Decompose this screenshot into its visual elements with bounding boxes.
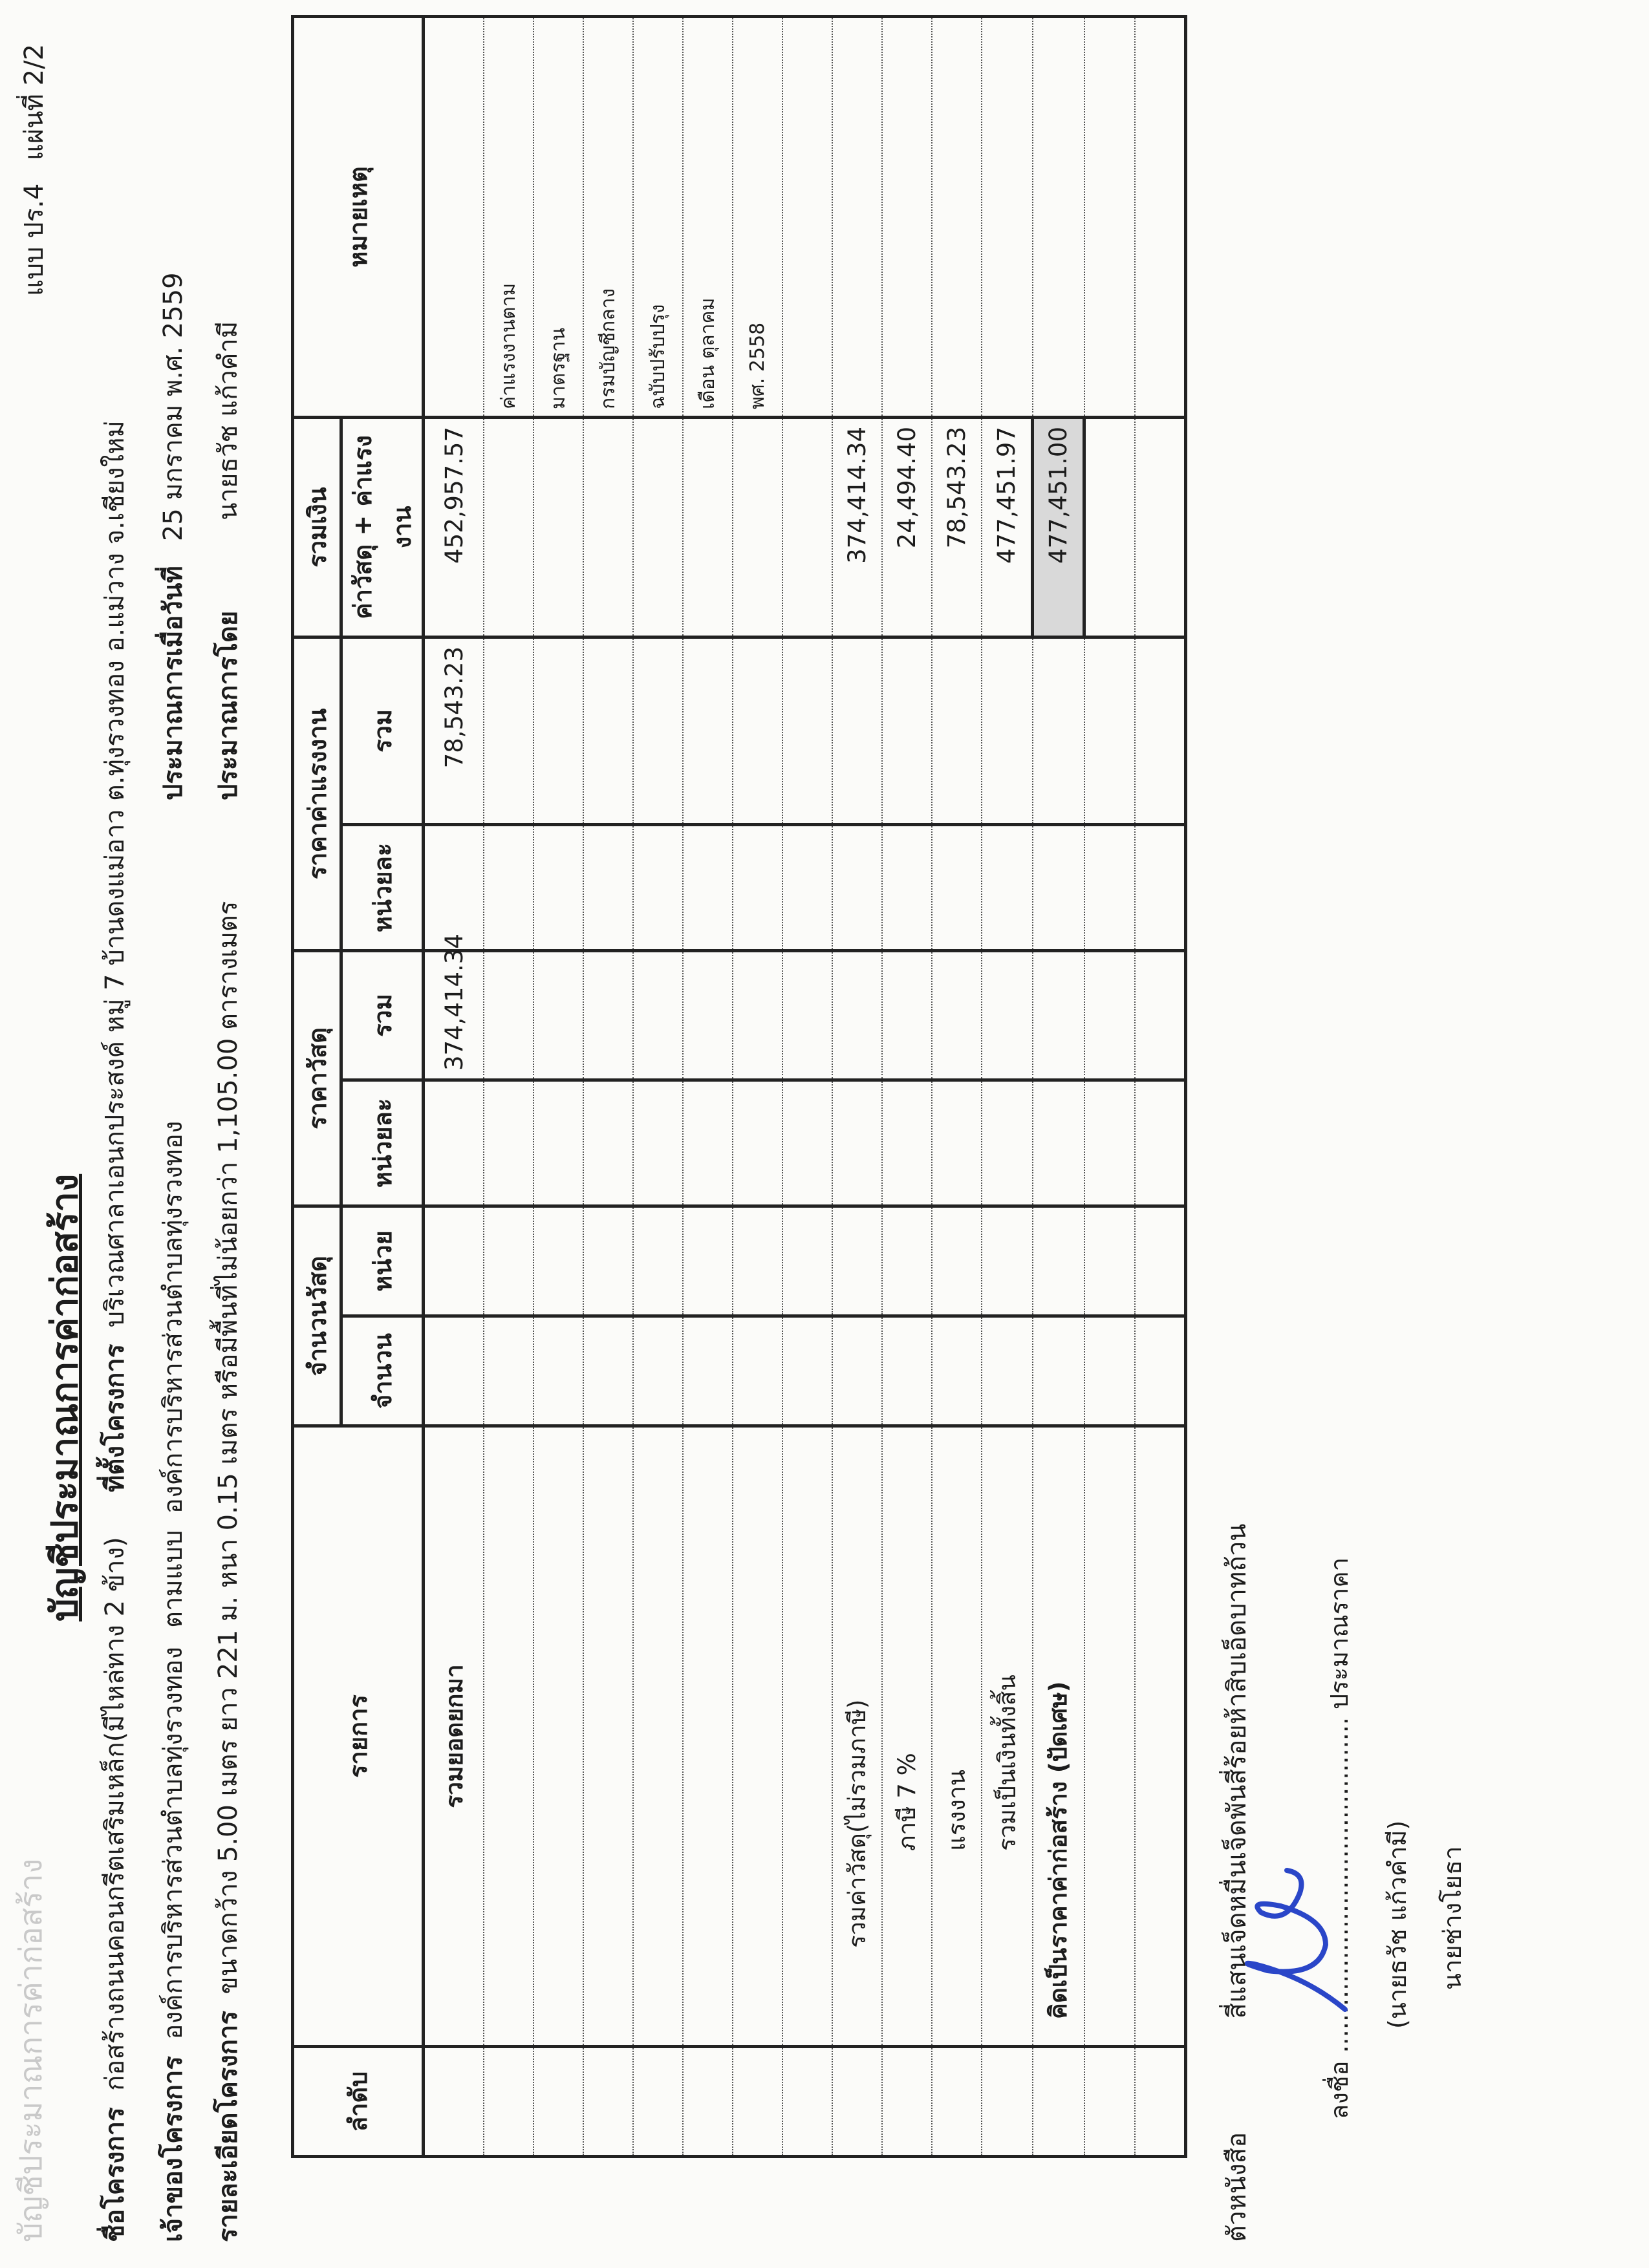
summary-row bbox=[882, 16, 932, 2156]
remark-line: มาตรฐาน bbox=[534, 16, 583, 417]
sign-label: ลงชื่อ bbox=[1325, 2060, 1353, 2119]
amount-words-label: ตัวหนังสือ bbox=[1222, 2132, 1252, 2242]
project-location-label: ที่ตั้งโครงการ bbox=[100, 1343, 130, 1492]
estimate-date-row bbox=[152, 272, 193, 800]
summary-row bbox=[932, 16, 982, 2156]
header-qty-group: จำนวนวัสดุ bbox=[293, 1206, 341, 1426]
summary-row bbox=[832, 16, 882, 2156]
header-sum-sub: ค่าวัสดุ + ค่าแรงงาน bbox=[341, 417, 424, 637]
project-location-value: บริเวณศาลาเอนกประสงค์ หมู่ 7 บ้านดงแม่อาว ต.ทุ่งรวงทอง อ.แม่วาง จ.เชียงใหม่ bbox=[100, 420, 130, 1328]
table-row bbox=[683, 16, 733, 2156]
project-name-value: ก่อสร้างถนนคอนกรีตเสริมเหล็ก(มีไหล่ทาง 2 ข้าง) bbox=[100, 1537, 130, 2091]
table-row bbox=[633, 16, 683, 2156]
header-remark: หมายเหตุ bbox=[293, 16, 424, 417]
sign-dots: ........................................... bbox=[1325, 1717, 1353, 2053]
estimator-value: นายธวัช แก้วคำมี bbox=[213, 321, 243, 520]
carry-forward-label: รวมยอดยกมา bbox=[424, 1426, 484, 2047]
design-row bbox=[152, 1121, 193, 1628]
project-location-row bbox=[94, 420, 135, 1492]
table-row bbox=[484, 16, 534, 2156]
cost-table bbox=[291, 15, 1187, 2158]
summary-label: รวมค่าวัสดุ(ไม่รวมภาษี) bbox=[832, 1426, 882, 2047]
form-code: แบบ ปร.4 bbox=[19, 183, 49, 296]
carry-labor-total: 78,543.23 bbox=[424, 637, 484, 824]
project-owner-label: เจ้าของโครงการ bbox=[158, 2056, 188, 2242]
table-row bbox=[583, 16, 633, 2156]
remark-line: พศ. 2558 bbox=[733, 16, 782, 417]
header-material-total: รวม bbox=[341, 950, 424, 1080]
header-labor-unit-price: หน่วยละ bbox=[341, 824, 424, 950]
remark-line: เดือน ตุลาคม bbox=[683, 16, 733, 417]
project-name-row bbox=[94, 1537, 135, 2242]
estimate-date-value: 25 มกราคม พ.ศ. 2559 bbox=[158, 272, 188, 542]
project-owner-value: องค์การบริหารส่วนตำบลทุ่งรวงทอง bbox=[158, 1647, 188, 2040]
project-owner-row bbox=[152, 1647, 193, 2242]
sheet-number: แผ่นที่ 2/2 bbox=[19, 43, 49, 160]
estimator-label: ประมาณการโดย bbox=[213, 610, 243, 800]
summary-value: 24,494.40 bbox=[882, 417, 932, 637]
table-row bbox=[534, 16, 583, 2156]
table-row bbox=[782, 16, 832, 2156]
header-material-group: ราคาวัสดุ bbox=[293, 950, 341, 1206]
design-label: ตามแบบ bbox=[158, 1530, 188, 1628]
design-value: องค์การบริหารส่วนตำบลทุ่งรวงทอง bbox=[158, 1120, 188, 1514]
final-value: 477,451.00 bbox=[1033, 417, 1084, 637]
project-name-label: ชื่อโครงการ bbox=[100, 2107, 130, 2242]
table-row bbox=[1135, 16, 1186, 2156]
project-detail-label: รายละเอียดโครงการ bbox=[213, 2011, 243, 2242]
header-sum-group: รวมเงิน bbox=[293, 417, 341, 637]
handwritten-signature bbox=[1229, 1867, 1358, 2022]
signer-name: (นายธวัช แก้วคำมี) bbox=[1383, 1820, 1412, 2029]
table-row bbox=[424, 16, 484, 2156]
final-row bbox=[1033, 16, 1084, 2156]
amount-words-value: สี่แสนเจ็ดหมื่นเจ็ดพันสี่ร้อยห้าสิบเอ็ดบาทถ้วน bbox=[1222, 1523, 1252, 2019]
summary-label: รวมเป็นเงินทั้งสิ้น bbox=[982, 1426, 1033, 2047]
remark-line: ค่าแรงงานตาม bbox=[484, 16, 534, 417]
remark-line: กรมบัญชีกลาง bbox=[583, 16, 633, 417]
summary-row bbox=[982, 16, 1033, 2156]
sign-role: ประมาณราคา bbox=[1325, 1557, 1353, 1709]
table-row bbox=[733, 16, 782, 2156]
signer-position: นายช่างโยธา bbox=[1438, 1846, 1467, 1990]
estimator-row bbox=[207, 321, 248, 800]
remark-line: ฉบับปรับปรุง bbox=[633, 16, 683, 417]
header-no: ลำดับ bbox=[293, 2047, 424, 2157]
signature-line bbox=[1319, 1557, 1359, 2119]
header-item: รายการ bbox=[293, 1426, 424, 2047]
summary-value: 374,414.34 bbox=[832, 417, 882, 637]
summary-value: 78,543.23 bbox=[932, 417, 982, 637]
header-labor-total: รวม bbox=[341, 637, 424, 824]
summary-label: แรงงาน bbox=[932, 1426, 982, 2047]
header-unit: หน่วย bbox=[341, 1206, 424, 1316]
header-labor-group: ราคาค่าแรงงาน bbox=[293, 637, 341, 950]
header-qty: จำนวน bbox=[341, 1316, 424, 1426]
carry-material-total: 374,414.34 bbox=[424, 950, 484, 1080]
project-detail-row bbox=[207, 901, 248, 2242]
estimate-date-label: ประมาณการเมื่อวันที่ bbox=[158, 566, 188, 800]
table-row bbox=[1084, 16, 1136, 2156]
carry-sum: 452,957.57 bbox=[424, 417, 484, 637]
header-material-unit-price: หน่วยละ bbox=[341, 1080, 424, 1206]
final-label: คิดเป็นราคาค่าก่อสร้าง (ปัดเศษ) bbox=[1033, 1426, 1084, 2047]
ghost-title: บัญชีประมาณการค่าก่อสร้าง bbox=[13, 1858, 49, 2242]
summary-value: 477,451.97 bbox=[982, 417, 1033, 637]
project-detail-value: ขนาดกว้าง 5.00 เมตร ยาว 221 ม. หนา 0.15 เมตร หรือมีพื้นที่ไม่น้อยกว่า 1,105.00 ตารางเมตร bbox=[213, 901, 243, 1995]
summary-label: ภาษี 7 % bbox=[882, 1426, 932, 2047]
page-title: บัญชีประมาณการค่าก่อสร้าง bbox=[44, 1173, 86, 1621]
